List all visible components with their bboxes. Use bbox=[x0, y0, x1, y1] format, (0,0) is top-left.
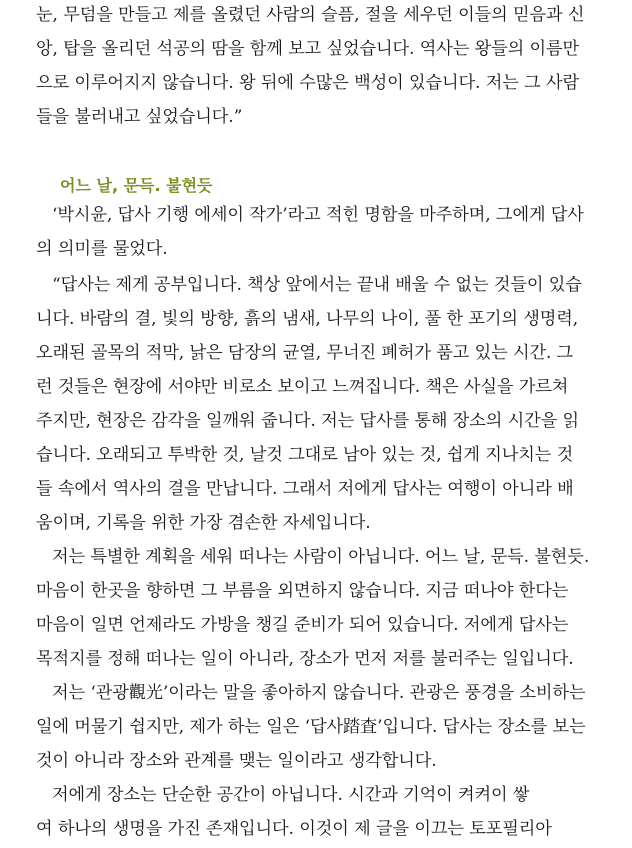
text-line: 의 의미를 물었다. bbox=[36, 239, 168, 259]
text-line: 눈, 무덤을 만들고 제를 올렸던 사람의 슬픔, 절을 세우던 이들의 믿음과 신 bbox=[36, 5, 585, 25]
text-line: 마음이 한곳을 향하면 그 부름을 외면하지 않습니다. 지금 떠나야 한다는 bbox=[36, 581, 569, 601]
text-line: 것이 아니라 장소와 관계를 맺는 일이라고 생각합니다. bbox=[36, 751, 437, 771]
text-line: 들을 불러내고 싶었습니다.” bbox=[36, 107, 243, 127]
text-line: 마음이 일면 언제라도 가방을 챙길 준비가 되어 있습니다. 저에게 답사는 bbox=[36, 615, 569, 635]
text-line: 움이며, 기록을 위한 가장 겸손한 자세입니다. bbox=[36, 513, 371, 533]
text-line: 저는 특별한 계획을 세워 떠나는 사람이 아닙니다. 어느 날, 문득. 불현듯. bbox=[52, 547, 590, 567]
text-line: 들 속에서 역사의 결을 만납니다. 그래서 저에게 답사는 여행이 아니라 배 bbox=[36, 479, 574, 499]
text-line: 주지만, 현장은 감각을 일깨워 줍니다. 저는 답사를 통해 장소의 시간을 읽 bbox=[36, 411, 579, 431]
text-line: 습니다. 오래되고 투박한 것, 날것 그대로 남아 있는 것, 쉽게 지나치는 것 bbox=[36, 445, 574, 465]
section-heading: 어느 날, 문득. 불현듯 bbox=[60, 176, 213, 195]
text-line: 저는 ‘관광觀光’이라는 말을 좋아하지 않습니다. 관광은 풍경을 소비하는 bbox=[52, 683, 586, 703]
text-line: 일에 머물기 쉽지만, 제가 하는 일은 ‘답사踏査’입니다. 답사는 장소를 보는 bbox=[36, 717, 586, 737]
text-line: 으로 이루어지지 않습니다. 왕 뒤에 수많은 백성이 있습니다. 저는 그 사람 bbox=[36, 73, 579, 93]
text-line: 니다. 바람의 결, 빛의 방향, 흙의 냄새, 나무의 나이, 풀 한 포기의 생명력, bbox=[36, 309, 579, 329]
text-line: 저에게 장소는 단순한 공간이 아닙니다. 시간과 기억이 켜켜이 쌓 bbox=[52, 785, 530, 805]
text-line: 런 것들은 현장에 서야만 비로소 보이고 느껴집니다. 책은 사실을 가르쳐 bbox=[36, 377, 569, 397]
text-line: 목적지를 정해 떠나는 일이 아니라, 장소가 먼저 저를 불러주는 일입니다. bbox=[36, 649, 574, 669]
text-line: 앙, 탑을 올리던 석공의 땀을 함께 보고 싶었습니다. 역사는 왕들의 이름만 bbox=[36, 39, 579, 59]
text-line: 여 하나의 생명을 가진 존재입니다. 이것이 제 글을 이끄는 토포필리아 bbox=[36, 819, 552, 839]
text-line: “답사는 제게 공부입니다. 책상 앞에서는 끝내 배울 수 없는 것들이 있습 bbox=[52, 275, 582, 295]
text-line: ‘박시윤, 답사 기행 에세이 작가’라고 적힌 명함을 마주하며, 그에게 답사 bbox=[52, 205, 584, 225]
text-line: 오래된 골목의 적막, 낡은 담장의 균열, 무너진 폐허가 품고 있는 시간. 그 bbox=[36, 343, 574, 363]
